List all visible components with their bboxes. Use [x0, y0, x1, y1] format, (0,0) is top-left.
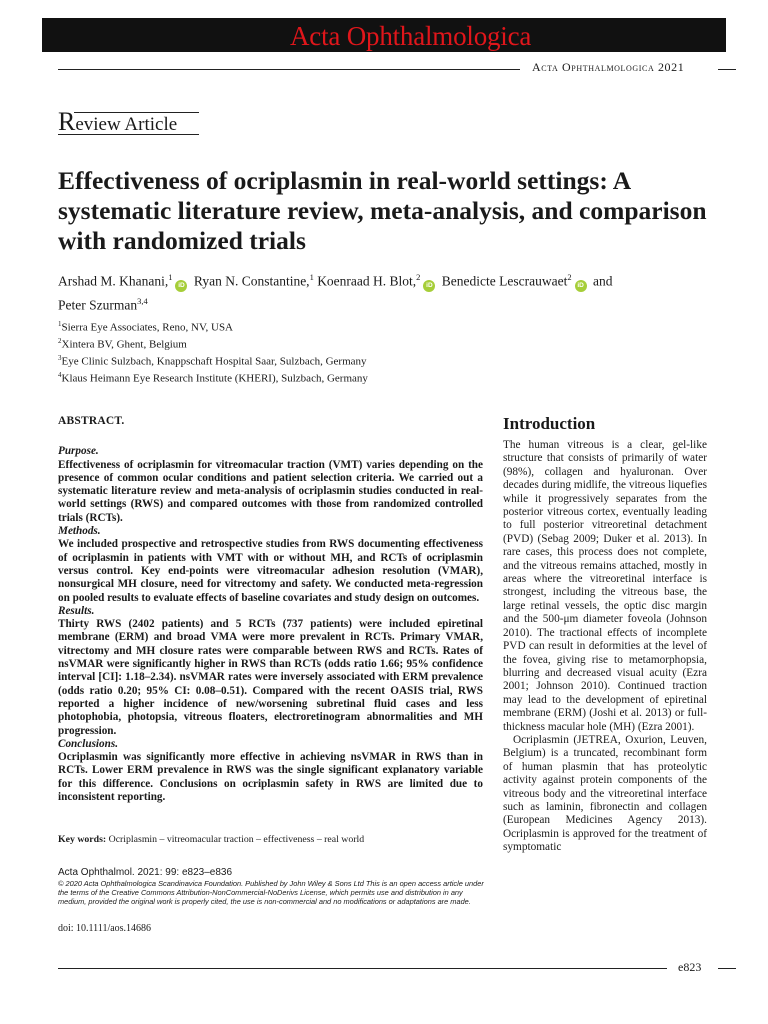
- article-type: [58, 107, 177, 140]
- author-affiliation-ref: 3,4: [137, 295, 148, 306]
- affiliation-text: Eye Clinic Sulzbach, Knappschaft Hospital Saar, Sulzbach, Germany: [61, 355, 367, 368]
- affiliation-number: 2: [58, 337, 62, 346]
- author-name: Arshad M. Khanani,: [58, 273, 169, 289]
- article-type-rule-bottom: [58, 134, 199, 135]
- author-affiliation-ref: 1: [168, 272, 173, 282]
- article-title: Effectiveness of ocriplasmin in real-world settings: A systematic literature review, meta-analysis, and comparison with randomized trials: [58, 166, 707, 255]
- abstract-conclusions-label: Conclusions.: [58, 737, 119, 750]
- article-type-initial: R: [58, 107, 76, 136]
- affiliation-list: [58, 318, 368, 387]
- abstract-results-label: Results.: [58, 604, 95, 617]
- journal-banner: [42, 18, 726, 52]
- abstract: [58, 415, 483, 804]
- journal-running-head: Acta Ophthalmologica 2021: [532, 60, 685, 74]
- affiliation-number: 3: [58, 354, 62, 363]
- keywords-label: Key words:: [58, 834, 107, 845]
- affiliation-item: [58, 318, 368, 335]
- abstract-purpose-label: Purpose.: [58, 445, 99, 458]
- affiliation-text: Klaus Heimann Eye Research Institute (KHERI), Sulzbach, Germany: [61, 373, 368, 386]
- introduction-paragraph: The human vitreous is a clear, gel-like structure that consists of primarily of water (98%), collagen and hyaluronan. Over decades during midlife, the vitreous liquefies while it progressively separates from the posterior vitreous cortex, eventually leading to full posterior vitreoretinal detachment (PVD) (Sebag 2009; Duker et al. 2013). In rare cases, this process does not complete, and the vitreous remains attached, mostly in areas where the vitreoretinal interface is strongest, including the vitreous base, the large retinal vessels, the optic disc margin and the 500-μm diameter foveola (Johnson 2010). The tractional effects of incomplete PVD can result in deformities at the level of the fovea, giving rise to metamorphopsia, blurring and decreased visual acuity (Ezra 2001; Johnson 2010). Continued traction may lead to the development of epiretinal membrane (ERM) (Joshi et al. 2013) or full-thickness macular hole (MH) (Ezra 2001).: [503, 439, 707, 733]
- author-name: Koenraad H. Blot,: [317, 273, 417, 289]
- affiliation-item: [58, 352, 368, 369]
- doi[interactable]: doi: 10.1111/aos.14686: [58, 923, 152, 934]
- abstract-methods: We included prospective and retrospective studies from RWS documenting effectiveness of ocriplasmin in patients with VMT with or without MH, and RCTs of ocriplasmin versus control. Key end-points were vitreomacular adhesion resolution (VMAR), nonsurgical MH closure, need for vitrectomy and safety. We conducted meta-regression on pooled results to evaluate effects of baseline covariates and study design on outcomes.: [58, 538, 483, 604]
- affiliation-number: 4: [58, 371, 62, 380]
- abstract-results: Thirty RWS (2402 patients) and 5 RCTs (737 patients) were included epiretinal membrane (ERM) and broad VMA were more prevalent in RCTs. Primary VMAR, vitrectomy and MH closure rates were comparable between RWS and RCTs. Rates of nsVMAR were significantly higher in RWS than RCTs (odds ratio 1.66; 95% confidence interval [CI]: 1.18–2.34). nsVMAR rates were inversely associated with ERM prevalence (odds ratio 0.20; 95% CI: 0.08–0.51). Compared with the recent OASIS trial, RWS reported a higher incidence of new/worsening subretinal fluid cases and less photophobia, photopsia, vitreous floaters, electroretinogram abnormalities and MH progression.: [58, 618, 483, 737]
- author-name: Peter Szurman: [58, 297, 138, 312]
- footer-rule-right: [718, 968, 736, 969]
- author-name: Benedicte Lescrauwaet: [441, 273, 568, 289]
- affiliation-text: Xintera BV, Ghent, Belgium: [61, 338, 187, 351]
- abstract-purpose: Effectiveness of ocriplasmin for vitreomacular traction (VMT) varies depending on the presence of common ocular conditions and patient selection criteria. We carried out a systematic literature review and meta-analysis of ocriplasmin studies conducted in real-world settings (RWS) and compared outcomes with those from randomized controlled trials (RCTs).: [58, 458, 483, 524]
- abstract-methods-label: Methods.: [58, 525, 101, 538]
- introduction-section: [503, 414, 707, 855]
- orcid-icon[interactable]: iD: [575, 280, 587, 292]
- header-rule-right: [718, 69, 736, 70]
- orcid-icon[interactable]: iD: [423, 280, 435, 292]
- license-notice: © 2020 Acta Ophthalmologica Scandinavica Foundation. Published by John Wiley & Sons Ltd This is an open access article under the terms of the Creative Commons Attribution-NonCommercial-NoDerivs License, which permits use and distribution in any medium, provided the original work is properly cited, the use is non-commercial and no modifications or adaptations are made.: [58, 879, 484, 907]
- author-conjunction: and: [592, 273, 613, 289]
- affiliation-number: 1: [58, 320, 62, 328]
- page-number: e823: [678, 960, 702, 974]
- footer-rule: [58, 968, 667, 969]
- abstract-heading: ABSTRACT.: [58, 415, 125, 427]
- journal-banner-title: Acta Ophthalmologica: [290, 21, 532, 51]
- introduction-paragraph: Ocriplasmin (JETREA, Oxurion, Leuven, Belgium) is a truncated, recombinant form of human plasmin that has proteolytic activity against protein components of the vitreous body and the vitreoretinal interface such as laminin, fibronectin and collagen (European Medicines Agency 2013). Ocriplasmin is approved for the treatment of symptomatic: [503, 733, 707, 854]
- author-affiliation-ref: 2: [567, 272, 572, 282]
- abstract-conclusions: Ocriplasmin was significantly more effective in achieving nsVMAR in RWS than in RCTs. Lower ERM prevalence in RWS was the single significant explanatory variable for this difference. Conclusions on ocriplasmin safety in RWS are limited due to inconsistent reporting.: [58, 751, 483, 804]
- introduction-heading: Introduction: [503, 414, 596, 433]
- affiliation-text: Sierra Eye Associates, Reno, NV, USA: [61, 321, 233, 334]
- header-rule-left: [58, 69, 520, 70]
- affiliation-item: [58, 335, 368, 352]
- keywords: [58, 834, 364, 845]
- author-name: Ryan N. Constantine,: [193, 273, 310, 289]
- affiliation-item: [58, 369, 368, 386]
- author-list: [58, 268, 718, 314]
- article-type-rest: eview Article: [75, 114, 178, 135]
- author-affiliation-ref: 2: [416, 272, 421, 282]
- citation: Acta Ophthalmol. 2021: 99: e823–e836: [58, 867, 233, 878]
- orcid-icon[interactable]: iD: [175, 280, 187, 292]
- keywords-text: Ocriplasmin – vitreomacular traction – effectiveness – real world: [108, 834, 365, 845]
- author-affiliation-ref: 1: [309, 272, 314, 282]
